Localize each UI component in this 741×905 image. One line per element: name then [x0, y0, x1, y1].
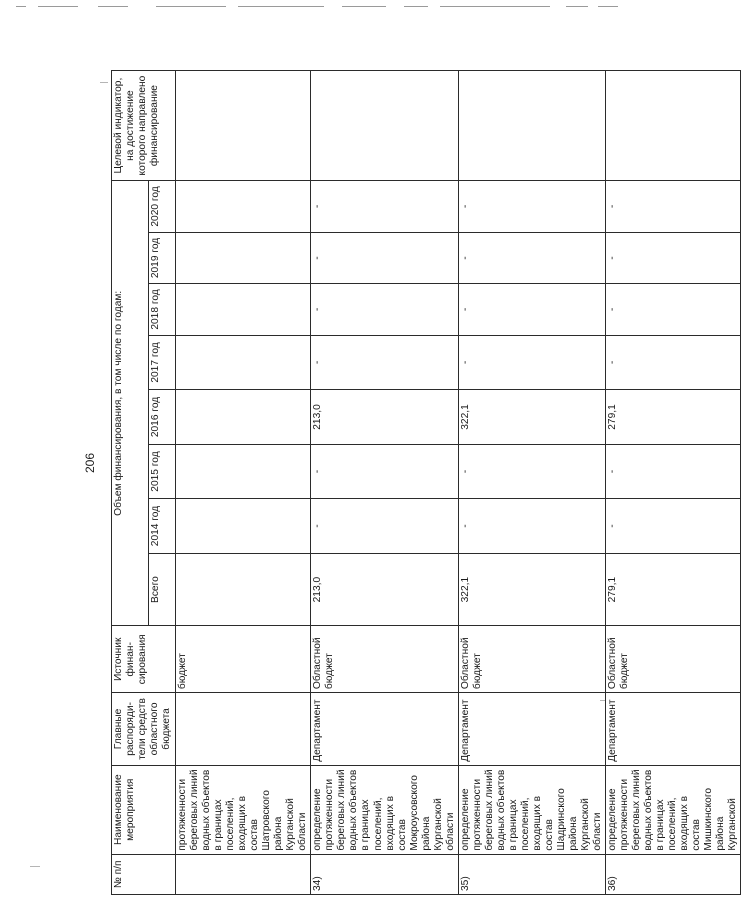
cell-no: 36) — [606, 854, 741, 894]
cell-indicator — [606, 71, 741, 181]
cell-2015: - — [311, 444, 458, 499]
cell-name: определение протяженности береговых линий водных объектов в границах поселений, входящих в состав Шадринского района Курганской области — [458, 765, 605, 854]
cell-2017 — [176, 335, 311, 390]
cell-2017: - — [458, 335, 605, 390]
header-source: Источник финан-сирования — [112, 626, 176, 693]
cell-2016: 213,0 — [311, 390, 458, 445]
cell-manager: Департамент — [458, 693, 605, 766]
cell-2016: 322,1 — [458, 390, 605, 445]
header-2019: 2019 год — [149, 232, 176, 283]
cell-2016: 279,1 — [606, 390, 741, 445]
cell-indicator — [311, 71, 458, 181]
cell-2014: - — [606, 499, 741, 554]
cell-2020 — [176, 181, 311, 233]
table-row — [311, 71, 458, 895]
header-2015: 2015 год — [149, 444, 176, 499]
cell-2016 — [176, 390, 311, 445]
cell-2014 — [176, 499, 311, 554]
cell-2014: - — [311, 499, 458, 554]
cell-2020: - — [606, 181, 741, 233]
table-row — [458, 71, 605, 895]
cell-2018: - — [311, 284, 458, 335]
cell-2020: - — [311, 181, 458, 233]
cell-total: 213,0 — [311, 553, 458, 626]
cell-total: 279,1 — [606, 553, 741, 626]
cell-2015 — [176, 444, 311, 499]
cell-2017: - — [606, 335, 741, 390]
cell-2019: - — [606, 232, 741, 283]
cell-source: Областной бюджет — [606, 626, 741, 693]
header-2014: 2014 год — [149, 499, 176, 554]
header-name: Наименование мероприятия — [112, 765, 176, 854]
cell-2019: - — [458, 232, 605, 283]
cell-manager: Департамент — [606, 693, 741, 766]
table-row — [606, 71, 741, 895]
cell-name: определение протяженности береговых линий водных объектов в границах поселений, входящих в состав Мишкинского района Курганской — [606, 765, 741, 854]
cell-2018: - — [606, 284, 741, 335]
cell-2014: - — [458, 499, 605, 554]
header-volume: Объем финансирования, в том числе по годам: — [112, 181, 149, 626]
header-total: Всего — [149, 553, 176, 626]
cell-source: Областной бюджет — [311, 626, 458, 693]
cell-indicator — [176, 71, 311, 181]
header-indicator: Целевой индикатор, на достижение которого направлено финансирование — [112, 71, 176, 181]
cell-source: Областной бюджет — [458, 626, 605, 693]
cell-total: 322,1 — [458, 553, 605, 626]
cell-2019: - — [311, 232, 458, 283]
cell-no: 34) — [311, 854, 458, 894]
header-2017: 2017 год — [149, 335, 176, 390]
cell-manager: Департамент — [311, 693, 458, 766]
cell-manager — [176, 693, 311, 766]
rotated-page-content — [111, 70, 739, 895]
cell-2018 — [176, 284, 311, 335]
scan-edge-marks — [0, 0, 640, 14]
table-row — [176, 71, 311, 895]
header-no: № п/п — [112, 854, 176, 894]
cell-no: 35) — [458, 854, 605, 894]
cell-source: бюджет — [176, 626, 311, 693]
cell-total — [176, 553, 311, 626]
financing-table — [111, 70, 741, 895]
header-manager: Главные распоряди-тели средств областного бюджета — [112, 693, 176, 766]
cell-2019 — [176, 232, 311, 283]
cell-name: определение протяженности береговых линий водных объектов в границах поселений, входящих в состав Мокроусовского района Курганской области — [311, 765, 458, 854]
cell-2015: - — [458, 444, 605, 499]
cell-2017: - — [311, 335, 458, 390]
header-2020: 2020 год — [149, 181, 176, 233]
page-number: 206 — [83, 452, 97, 474]
cell-2015: - — [606, 444, 741, 499]
cell-name: протяженности береговых линий водных объектов в границах поселений, входящих в состав Шатровского района Курганской области — [176, 765, 311, 854]
cell-indicator — [458, 71, 605, 181]
cell-2020: - — [458, 181, 605, 233]
header-2018: 2018 год — [149, 284, 176, 335]
cell-2018: - — [458, 284, 605, 335]
cell-no — [176, 854, 311, 894]
header-2016: 2016 год — [149, 390, 176, 445]
